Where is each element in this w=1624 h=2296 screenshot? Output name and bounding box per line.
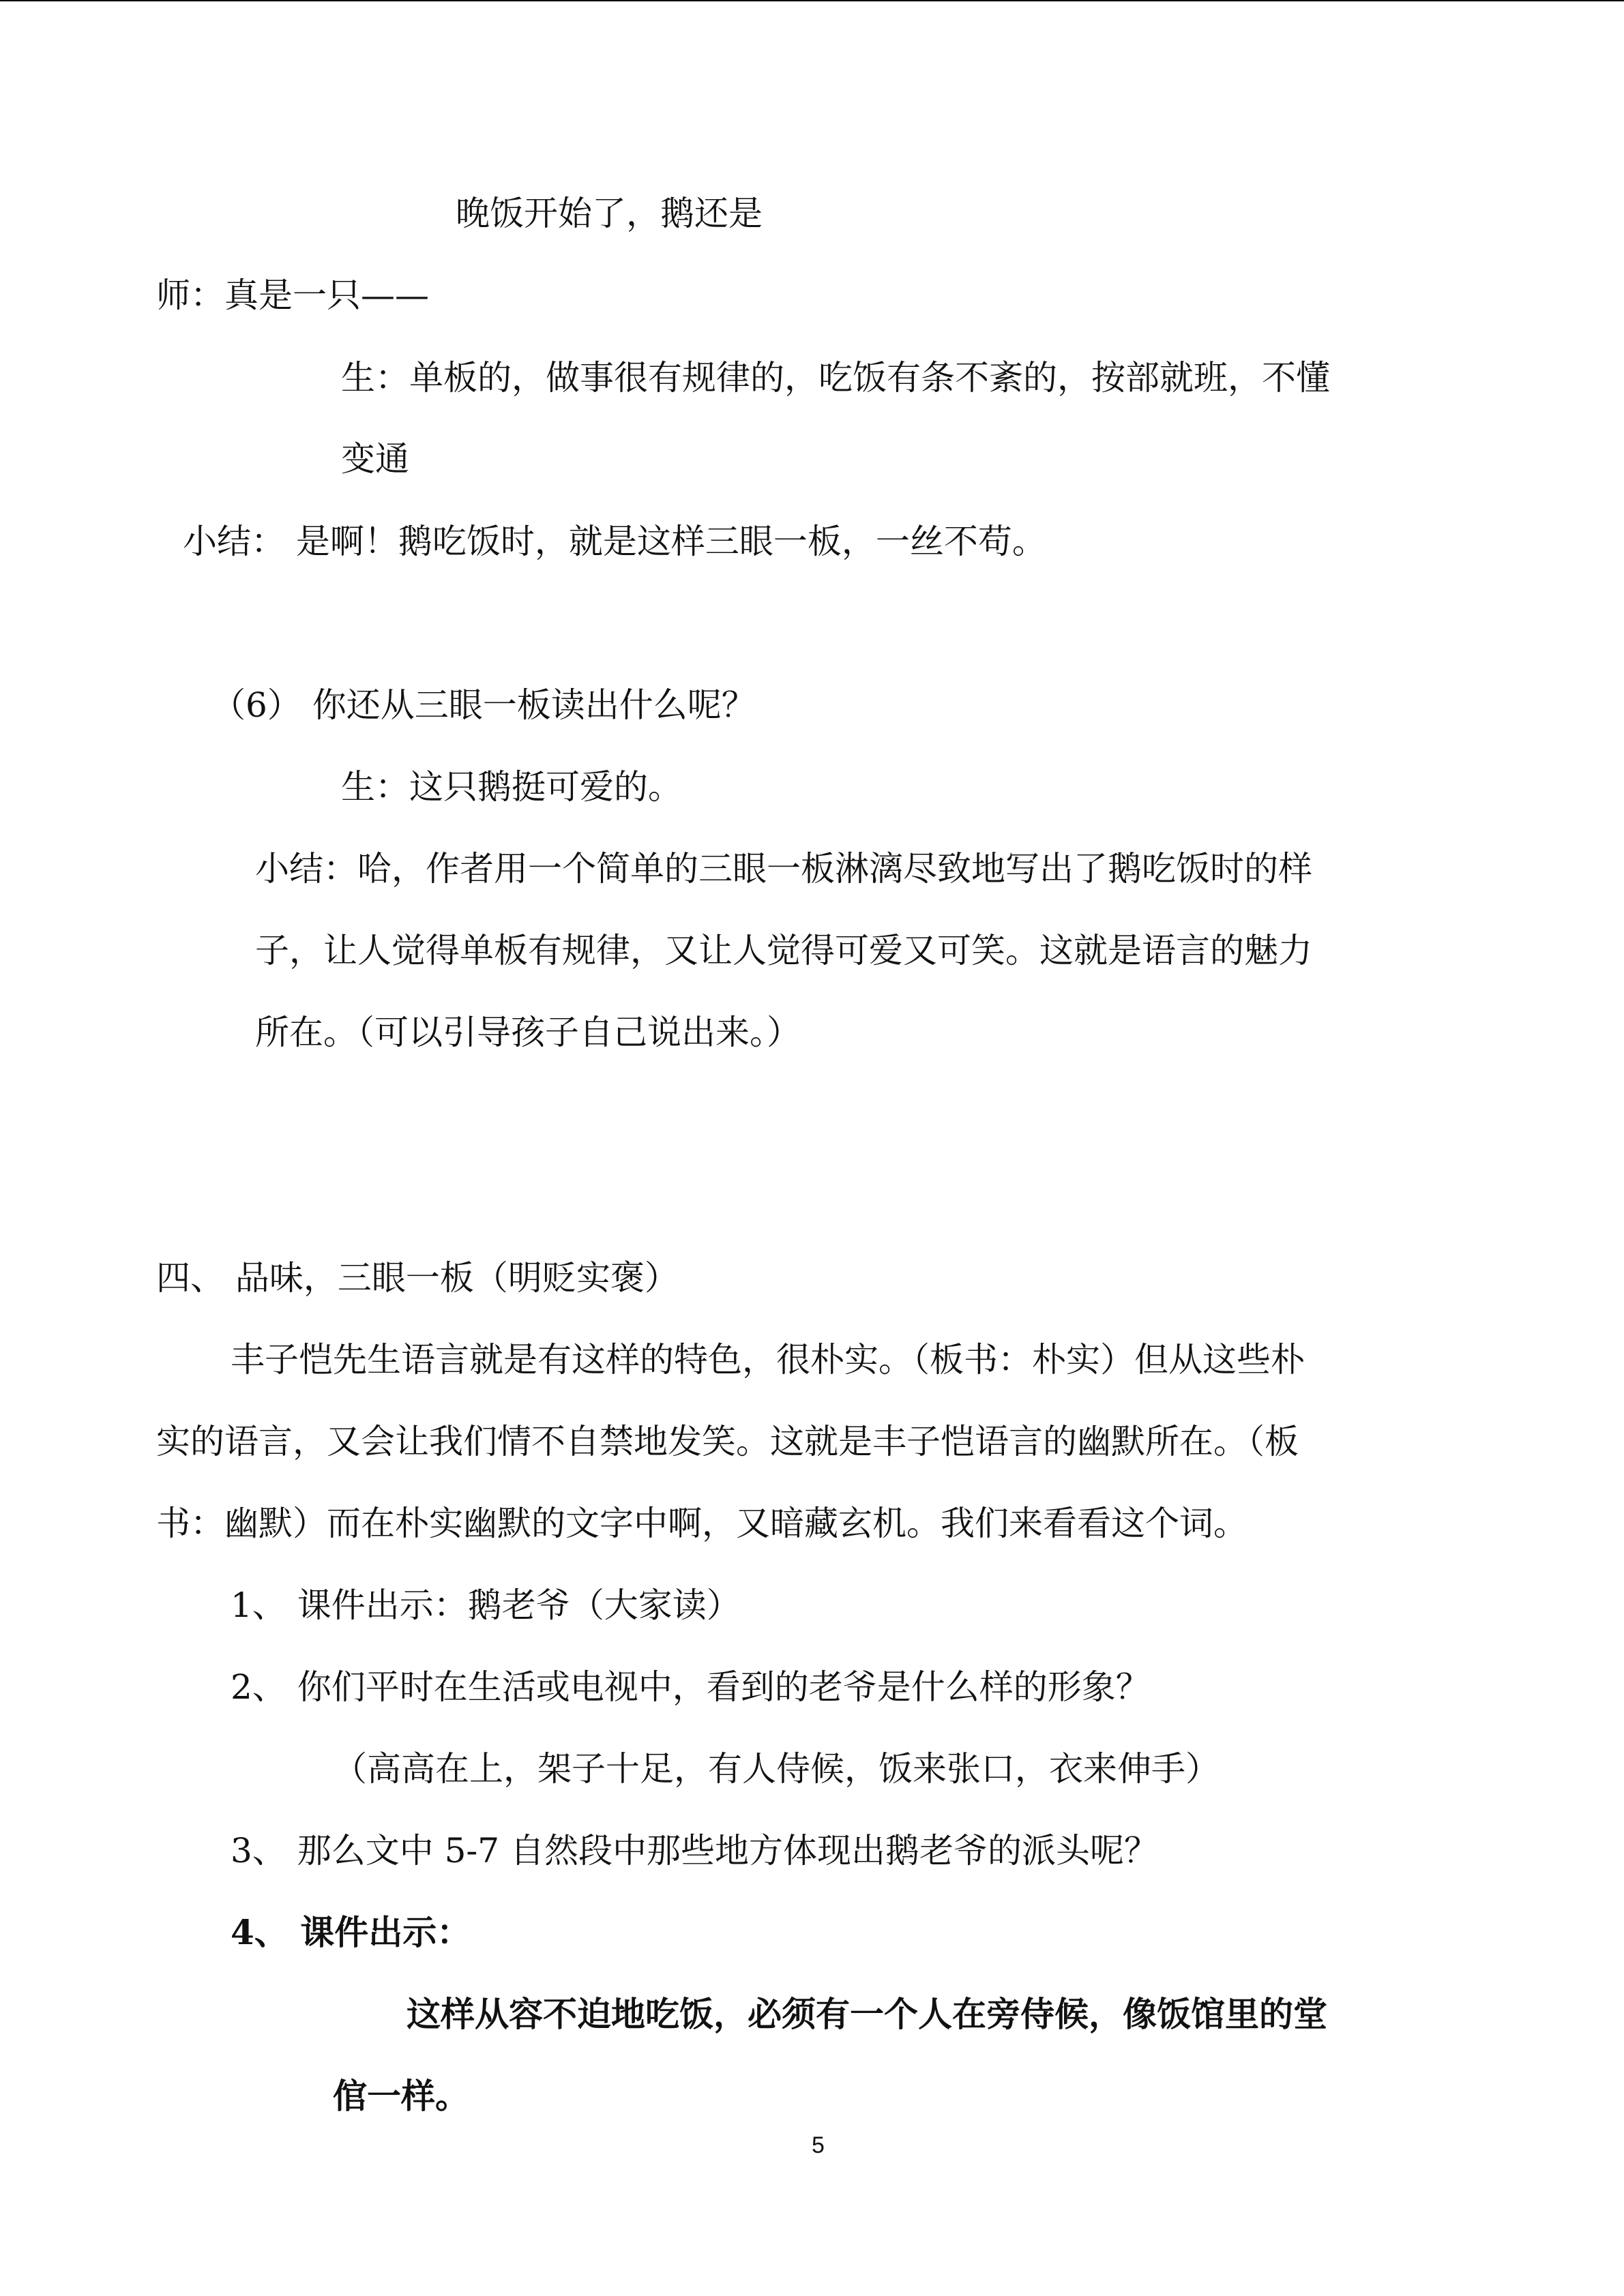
text-line-paragraph-3: 书：幽默）而在朴实幽默的文字中啊，又暗藏玄机。我们来看看这个词。 [156, 1504, 1247, 1543]
text-line-student-answer-1-cont: 变通 [341, 439, 409, 479]
list-item-3: 3、 那么文中 5-7 自然段中那些地方体现出鹅老爷的派头呢？ [231, 1831, 1159, 1870]
text-line-summary-1: 小结： 是啊！鹅吃饭时，就是这样三眼一板，一丝不苟。 [183, 522, 1046, 561]
text-line-summary-2-end: 所在。（可以引导孩子自己说出来。） [255, 1013, 801, 1052]
text-line-student-answer-1: 生：单板的，做事很有规律的，吃饭有条不紊的，按部就班，不懂 [341, 358, 1330, 398]
text-line-paragraph-1: 丰子恺先生语言就是有这样的特色，很朴实。（板书：朴实）但从这些朴 [231, 1340, 1305, 1380]
quote-line-1: 这样从容不迫地吃饭，必须有一个人在旁侍候，像饭馆里的堂 [407, 1994, 1327, 2034]
text-line-student-answer-2: 生：这只鹅挺可爱的。 [341, 767, 682, 807]
list-item-1: 1、 课件出示：鹅老爷（大家读） [231, 1585, 741, 1625]
text-line-summary-2-cont: 子，让人觉得单板有规律，又让人觉得可爱又可笑。这就是语言的魅力 [255, 931, 1312, 970]
text-line-summary-2: 小结：哈，作者用一个简单的三眼一板淋漓尽致地写出了鹅吃饭时的样 [255, 849, 1312, 889]
section-heading-four: 四、 品味，三眼一板（明贬实褒） [156, 1258, 679, 1298]
page-number: 5 [812, 2132, 825, 2158]
text-line-question-6: （6） 你还从三眼一板读出什么呢？ [211, 685, 756, 725]
text-line-dinner-start: 晚饭开始了，鹅还是 [456, 194, 763, 233]
list-item-4: 4、 课件出示： [231, 1912, 471, 1952]
list-item-2-answer: （高高在上，架子十足，有人侍候，饭来张口，衣来伸手） [333, 1749, 1220, 1789]
quote-line-2: 倌一样。 [333, 2076, 469, 2116]
text-line-teacher-prompt: 师：真是一只—— [156, 275, 429, 315]
text-line-paragraph-2: 实的语言，又会让我们情不自禁地发笑。这就是丰子恺语言的幽默所在。（板 [156, 1422, 1299, 1461]
list-item-2: 2、 你们平时在生活或电视中，看到的老爷是什么样的形象？ [231, 1667, 1150, 1707]
